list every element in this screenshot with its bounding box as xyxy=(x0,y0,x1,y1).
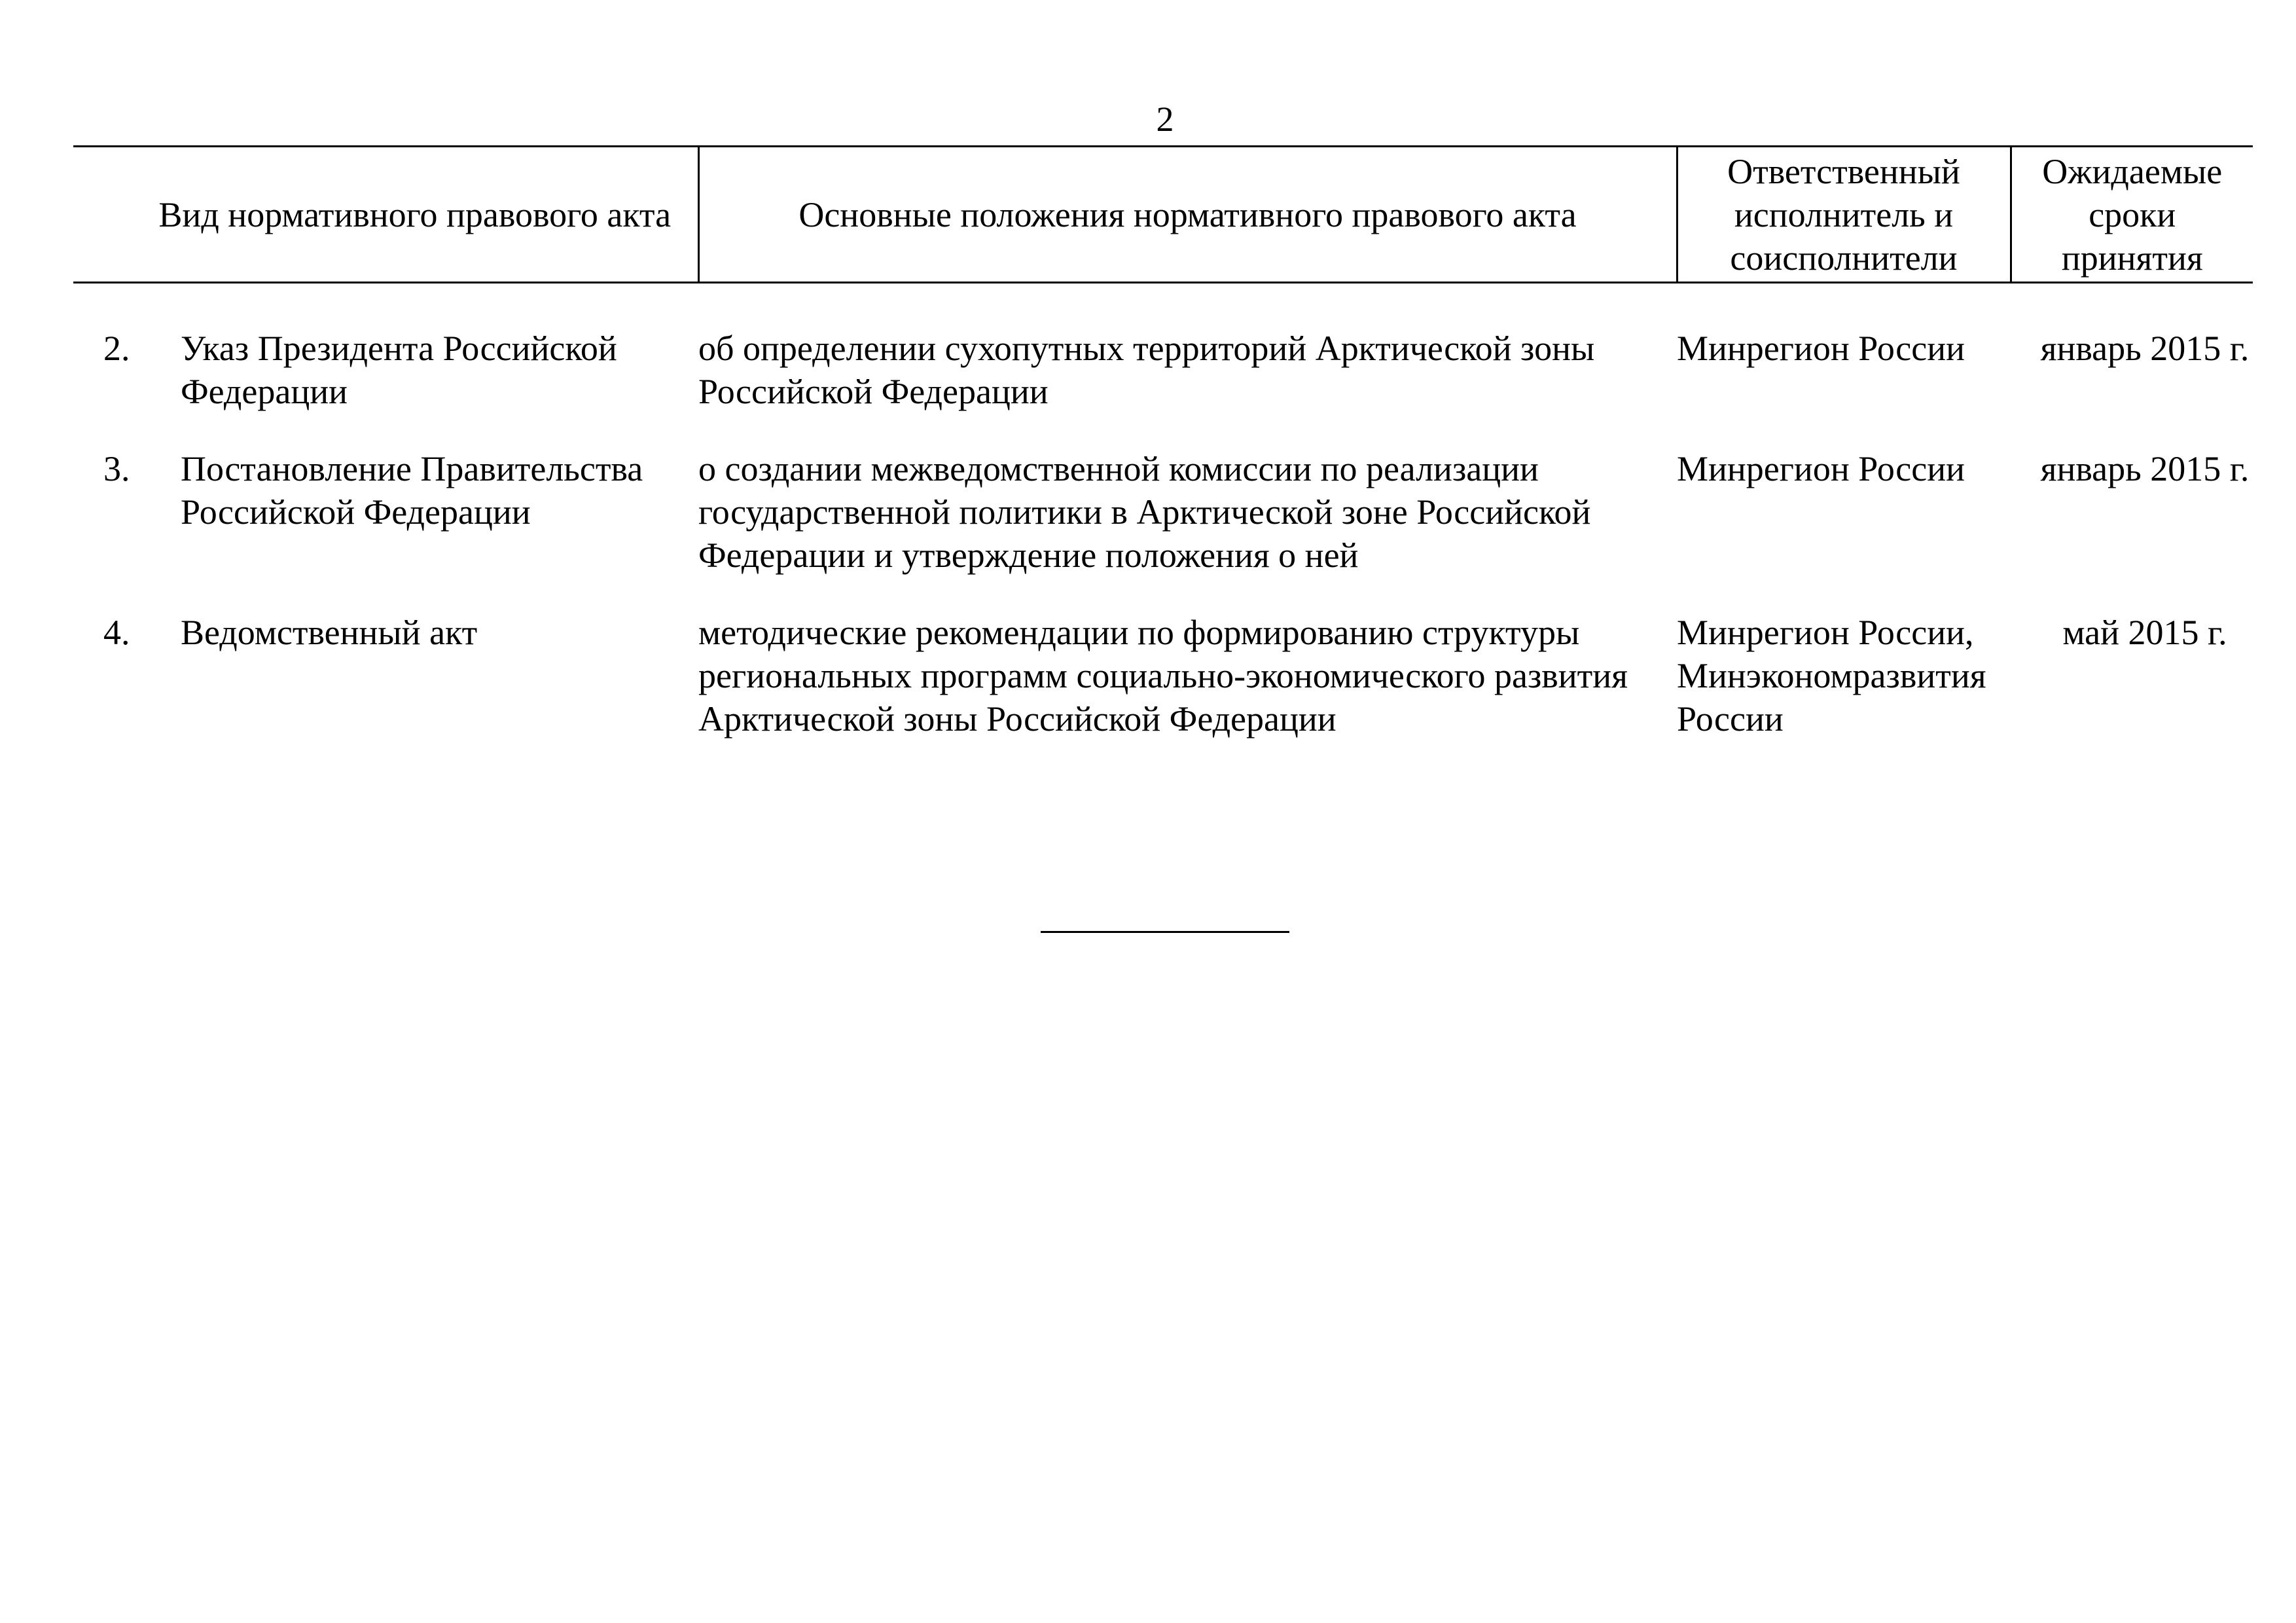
row-kind-cell xyxy=(73,611,698,775)
normative-acts-table xyxy=(73,145,2253,775)
table-row xyxy=(73,327,2253,447)
row-kind: Постановление Правительства Российской Федерации xyxy=(181,449,643,532)
row-term: январь 2015 г. xyxy=(2040,329,2250,368)
row-number: 3. xyxy=(103,449,130,488)
row-responsible: Минрегион России xyxy=(1677,329,1965,368)
header-responsible: Ответственный исполнитель и соисполнители xyxy=(1677,147,2011,283)
header-content: Основные положения нормативного правового акта xyxy=(698,147,1677,283)
row-kind-cell xyxy=(73,327,698,447)
table-row xyxy=(73,447,2253,611)
header-term: Ожидаемые сроки принятия xyxy=(2011,147,2253,283)
row-content: об определении сухопутных территорий Арктической зоны Российской Федерации xyxy=(698,329,1595,411)
header-row xyxy=(73,147,2253,283)
table-body xyxy=(73,283,2253,775)
page-number: 2 xyxy=(1156,100,1174,139)
header-kind: Вид нормативного правового акта xyxy=(73,147,698,283)
table-row xyxy=(73,611,2253,775)
row-term: январь 2015 г. xyxy=(2040,449,2250,488)
row-responsible: Минрегион России, Минэкономразвития России xyxy=(1677,613,1986,739)
row-kind-cell xyxy=(73,447,698,611)
table-spacer-row xyxy=(73,283,2253,327)
row-term: май 2015 г. xyxy=(2062,613,2227,652)
closing-rule-divider xyxy=(1041,931,1289,933)
row-content: о создании межведомственной комиссии по реализации государственной политики в Арктической зоне Российской Федерации и утверждение положения о ней xyxy=(698,449,1591,575)
row-responsible: Минрегион России xyxy=(1677,449,1965,488)
row-kind: Ведомственный акт xyxy=(181,613,478,652)
row-content: методические рекомендации по формированию структуры региональных программ социально-экономического развития Арктической зоны Российской Федерации xyxy=(698,613,1628,739)
row-kind: Указ Президента Российской Федерации xyxy=(181,329,617,411)
row-number: 4. xyxy=(103,613,130,652)
table-header xyxy=(73,147,2253,283)
row-number: 2. xyxy=(103,329,130,368)
